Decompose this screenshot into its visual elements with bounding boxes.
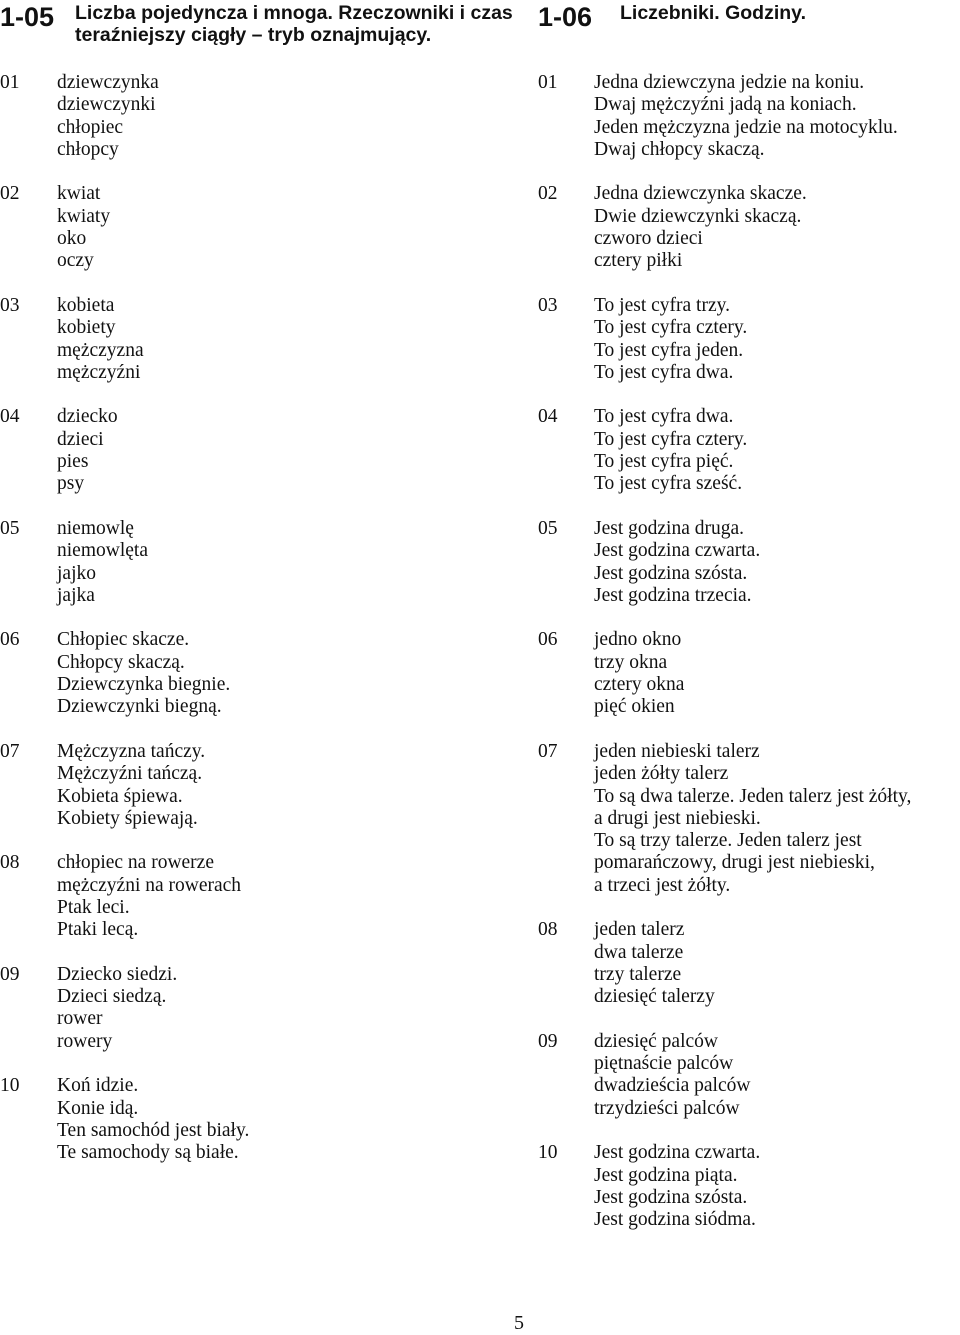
item-line: a trzeci jest żółty. bbox=[594, 874, 731, 896]
item-line: pięć okien bbox=[594, 696, 675, 718]
item-number: 01 bbox=[0, 72, 20, 93]
item-number: 03 bbox=[0, 294, 20, 316]
item-number: 06 bbox=[538, 629, 558, 651]
item-line: pies bbox=[57, 451, 89, 473]
item-group bbox=[0, 629, 530, 718]
item-number: 08 bbox=[0, 852, 20, 874]
item-group bbox=[0, 852, 530, 941]
item-line: kobieta bbox=[57, 294, 115, 316]
item-line: dziewczynki bbox=[57, 94, 156, 116]
item-line: dziesięć talerzy bbox=[594, 986, 715, 1008]
item-line: trzy okna bbox=[594, 651, 668, 673]
item-line: Konie idą. bbox=[57, 1097, 139, 1119]
item-lines bbox=[57, 183, 530, 272]
item-line: trzy talerze bbox=[594, 963, 682, 985]
item-line: Dzieci siedzą. bbox=[57, 986, 167, 1008]
item-line: jeden niebieski talerz bbox=[594, 740, 760, 762]
item-line: mężczyzna bbox=[57, 339, 144, 361]
item-lines bbox=[594, 741, 960, 897]
item-group bbox=[538, 629, 960, 718]
item-lines bbox=[57, 852, 530, 941]
item-group bbox=[0, 72, 530, 161]
section-title: Liczebniki. Godziny. bbox=[620, 2, 806, 24]
item-line: To jest cyfra dwa. bbox=[594, 406, 734, 428]
item-group bbox=[0, 1075, 530, 1164]
item-line: Jest godzina czwarta. bbox=[594, 1142, 761, 1164]
item-line: mężczyźni bbox=[57, 361, 141, 383]
item-line: chłopcy bbox=[57, 138, 119, 160]
item-line: Ptaki lecą. bbox=[57, 919, 139, 941]
item-line: jajka bbox=[57, 584, 95, 606]
item-line: Jest godzina druga. bbox=[594, 517, 745, 539]
item-line: Chłopiec skacze. bbox=[57, 629, 190, 651]
item-line: To jest cyfra jeden. bbox=[594, 339, 744, 361]
item-line: Koń idzie. bbox=[57, 1075, 139, 1097]
item-group bbox=[538, 72, 960, 161]
item-number: 03 bbox=[538, 294, 558, 316]
section-1-06 bbox=[538, 0, 960, 1231]
item-group bbox=[0, 183, 530, 272]
item-lines bbox=[57, 629, 530, 718]
item-group bbox=[538, 406, 960, 495]
item-lines bbox=[594, 72, 960, 161]
item-line: To są trzy talerze. Jeden talerz jest bbox=[594, 830, 862, 852]
item-line: rower bbox=[57, 1008, 103, 1030]
item-number: 07 bbox=[538, 740, 558, 762]
item-group bbox=[0, 964, 530, 1053]
item-number: 05 bbox=[538, 517, 558, 539]
item-line: Ptak leci. bbox=[57, 896, 130, 918]
item-lines bbox=[57, 964, 530, 1053]
item-line: Mężczyzna tańczy. bbox=[57, 740, 206, 762]
item-line: Jest godzina siódma. bbox=[594, 1209, 756, 1231]
item-line: cztery okna bbox=[594, 674, 685, 696]
item-line: czworo dzieci bbox=[594, 228, 703, 250]
item-lines bbox=[57, 1075, 530, 1164]
item-lines bbox=[594, 518, 960, 607]
item-line: rowery bbox=[57, 1030, 113, 1052]
item-line: Te samochody są białe. bbox=[57, 1142, 239, 1164]
item-line: To jest cyfra trzy. bbox=[594, 294, 730, 316]
item-line: Jest godzina szósta. bbox=[594, 562, 748, 584]
item-line: dziewczynka bbox=[57, 72, 159, 93]
item-line: kwiaty bbox=[57, 205, 111, 227]
item-groups bbox=[0, 72, 530, 1187]
item-lines bbox=[57, 741, 530, 830]
item-line: oko bbox=[57, 228, 87, 250]
item-line: trzydzieści palców bbox=[594, 1097, 740, 1119]
item-line: jeden żółty talerz bbox=[594, 763, 729, 785]
item-line: Chłopcy skaczą. bbox=[57, 651, 185, 673]
item-number: 09 bbox=[538, 1030, 558, 1052]
item-group bbox=[0, 295, 530, 384]
item-group bbox=[0, 741, 530, 830]
item-line: Dwaj chłopcy skaczą. bbox=[594, 138, 765, 160]
item-line: Jest godzina szósta. bbox=[594, 1186, 748, 1208]
section-header bbox=[538, 0, 960, 62]
item-line: Dziecko siedzi. bbox=[57, 963, 178, 985]
item-line: Jest godzina trzecia. bbox=[594, 584, 752, 606]
item-lines bbox=[57, 72, 530, 161]
item-number: 04 bbox=[538, 406, 558, 428]
item-number: 04 bbox=[0, 406, 20, 428]
item-line: dwa talerze bbox=[594, 941, 684, 963]
item-line: chłopiec bbox=[57, 116, 124, 138]
item-line: pomarańczowy, drugi jest niebieski, bbox=[594, 852, 875, 874]
item-number: 01 bbox=[538, 72, 558, 93]
item-line: Jeden mężczyzna jedzie na motocyklu. bbox=[594, 116, 898, 138]
item-line: kwiat bbox=[57, 183, 101, 205]
item-number: 02 bbox=[538, 183, 558, 205]
item-line: To jest cyfra sześć. bbox=[594, 473, 743, 495]
item-line: dwadzieścia palców bbox=[594, 1075, 751, 1097]
item-number: 02 bbox=[0, 183, 20, 205]
item-number: 09 bbox=[0, 963, 20, 985]
item-group bbox=[538, 183, 960, 272]
item-line: Kobieta śpiewa. bbox=[57, 785, 183, 807]
section-1-05 bbox=[0, 0, 530, 1164]
item-lines bbox=[57, 518, 530, 607]
item-lines bbox=[594, 1142, 960, 1231]
item-line: mężczyźni na rowerach bbox=[57, 874, 242, 896]
item-line: Dziewczynka biegnie. bbox=[57, 674, 231, 696]
item-line: Mężczyźni tańczą. bbox=[57, 763, 203, 785]
item-lines bbox=[594, 629, 960, 718]
item-line: cztery piłki bbox=[594, 250, 683, 272]
section-title: Liczba pojedyncza i mnoga. Rzeczowniki i czas teraźniejszy ciągły – tryb oznajmujący. bbox=[75, 2, 513, 46]
item-lines bbox=[594, 1031, 960, 1120]
item-lines bbox=[594, 183, 960, 272]
item-lines bbox=[594, 295, 960, 384]
item-line: To jest cyfra dwa. bbox=[594, 361, 734, 383]
section-header bbox=[0, 0, 530, 62]
item-line: Jest godzina piąta. bbox=[594, 1164, 738, 1186]
item-group bbox=[0, 518, 530, 607]
item-line: To jest cyfra cztery. bbox=[594, 317, 748, 339]
item-line: Ten samochód jest biały. bbox=[57, 1119, 250, 1141]
item-number: 06 bbox=[0, 629, 20, 651]
item-lines bbox=[594, 406, 960, 495]
item-lines bbox=[57, 406, 530, 495]
item-lines bbox=[594, 919, 960, 1008]
section-number: 1-05 bbox=[0, 2, 55, 32]
section-number: 1-06 bbox=[538, 2, 593, 32]
item-line: chłopiec na rowerze bbox=[57, 852, 214, 874]
item-line: jajko bbox=[57, 562, 96, 584]
item-line: dziecko bbox=[57, 406, 118, 428]
item-line: a drugi jest niebieski. bbox=[594, 807, 761, 829]
item-line: Dwaj mężczyźni jadą na koniach. bbox=[594, 94, 857, 116]
item-line: Jedna dziewczynka skacze. bbox=[594, 183, 807, 205]
item-number: 10 bbox=[538, 1142, 558, 1164]
item-group bbox=[538, 741, 960, 897]
item-line: dziesięć palców bbox=[594, 1030, 718, 1052]
item-line: Jedna dziewczyna jedzie na koniu. bbox=[594, 72, 865, 93]
item-number: 08 bbox=[538, 919, 558, 941]
item-line: niemowlę bbox=[57, 517, 134, 539]
item-line: To jest cyfra pięć. bbox=[594, 451, 734, 473]
item-line: dzieci bbox=[57, 428, 104, 450]
item-line: To są dwa talerze. Jeden talerz jest żółty, bbox=[594, 785, 912, 807]
item-line: Dziewczynki biegną. bbox=[57, 696, 222, 718]
item-line: Dwie dziewczynki skaczą. bbox=[594, 205, 802, 227]
page-number: 5 bbox=[514, 1312, 524, 1334]
item-group bbox=[538, 1142, 960, 1231]
item-group bbox=[0, 406, 530, 495]
item-line: Jest godzina czwarta. bbox=[594, 540, 761, 562]
item-line: piętnaście palców bbox=[594, 1053, 734, 1075]
item-group bbox=[538, 295, 960, 384]
item-number: 07 bbox=[0, 740, 20, 762]
item-line: jedno okno bbox=[594, 629, 682, 651]
item-line: oczy bbox=[57, 250, 94, 272]
item-groups bbox=[538, 72, 960, 1254]
item-line: niemowlęta bbox=[57, 540, 148, 562]
item-line: jeden talerz bbox=[594, 919, 685, 941]
item-line: To jest cyfra cztery. bbox=[594, 428, 748, 450]
item-line: kobiety bbox=[57, 317, 116, 339]
item-group bbox=[538, 518, 960, 607]
item-number: 05 bbox=[0, 517, 20, 539]
item-number: 10 bbox=[0, 1075, 20, 1097]
item-line: Kobiety śpiewają. bbox=[57, 807, 198, 829]
item-lines bbox=[57, 295, 530, 384]
item-group bbox=[538, 919, 960, 1008]
item-group bbox=[538, 1031, 960, 1120]
item-line: psy bbox=[57, 473, 85, 495]
